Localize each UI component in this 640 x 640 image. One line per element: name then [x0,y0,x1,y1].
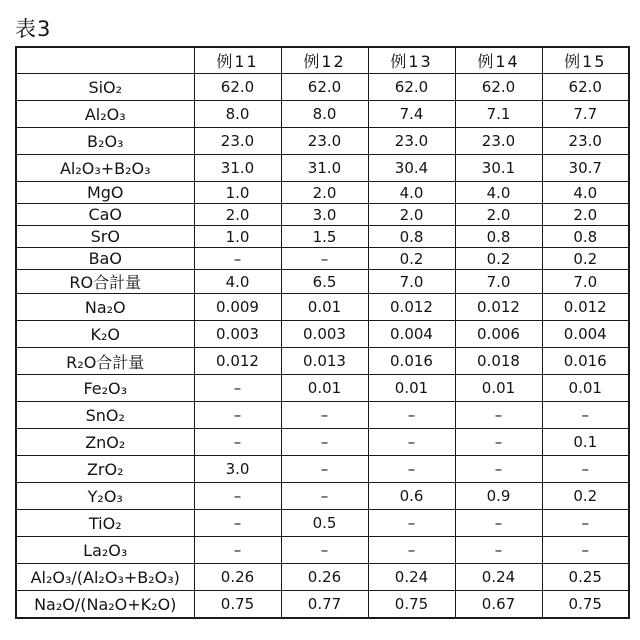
cell-value: 23.0 [368,128,455,155]
cell-value: 2.0 [194,204,281,226]
table-row [16,248,629,270]
cell-value: 30.4 [368,155,455,182]
table-row [16,155,629,182]
cell-value: – [194,402,281,429]
table-row [16,591,629,619]
cell-value: – [194,248,281,270]
cell-value: – [455,429,542,456]
table-body [16,74,629,619]
cell-value: 0.75 [194,591,281,619]
cell-value: – [194,429,281,456]
cell-value: 62.0 [194,74,281,101]
cell-value: 0.004 [368,321,455,348]
cell-value: – [194,537,281,564]
table-row [16,564,629,591]
cell-value: 0.012 [455,294,542,321]
cell-value: 7.0 [368,270,455,294]
cell-value: 1.0 [194,226,281,248]
cell-value: – [281,456,368,483]
cell-value: 0.016 [542,348,629,375]
cell-value: 31.0 [194,155,281,182]
cell-value: 0.006 [455,321,542,348]
row-label: ZrO₂ [16,456,194,483]
cell-value: 8.0 [281,101,368,128]
cell-value: – [455,402,542,429]
cell-value: 2.0 [542,204,629,226]
cell-value: 7.0 [542,270,629,294]
table-row [16,294,629,321]
cell-value: 4.0 [194,270,281,294]
cell-value: 1.5 [281,226,368,248]
cell-value: – [368,456,455,483]
row-label: Al₂O₃ [16,101,194,128]
cell-value: – [368,402,455,429]
cell-value: 4.0 [455,182,542,204]
header-cell: 例12 [281,47,368,74]
table-row [16,182,629,204]
cell-value: 7.4 [368,101,455,128]
cell-value: 31.0 [281,155,368,182]
cell-value: 0.67 [455,591,542,619]
cell-value: 0.5 [281,510,368,537]
cell-value: – [281,429,368,456]
row-label: CaO [16,204,194,226]
cell-value: 0.009 [194,294,281,321]
cell-value: – [542,456,629,483]
cell-value: 0.26 [194,564,281,591]
cell-value: 0.24 [368,564,455,591]
cell-value: 23.0 [542,128,629,155]
table-row [16,321,629,348]
cell-value: 0.01 [281,294,368,321]
row-label: La₂O₃ [16,537,194,564]
cell-value: 7.1 [455,101,542,128]
row-label: Y₂O₃ [16,483,194,510]
row-label: BaO [16,248,194,270]
cell-value: 0.2 [368,248,455,270]
cell-value: – [542,510,629,537]
cell-value: – [194,510,281,537]
cell-value: 4.0 [368,182,455,204]
cell-value: – [368,429,455,456]
cell-value: – [281,402,368,429]
row-label: SrO [16,226,194,248]
cell-value: 23.0 [455,128,542,155]
row-label: Na₂O [16,294,194,321]
table-row [16,510,629,537]
header-cell-empty [16,47,194,74]
cell-value: 23.0 [194,128,281,155]
row-label: Al₂O₃+B₂O₃ [16,155,194,182]
cell-value: 0.003 [194,321,281,348]
header-cell: 例11 [194,47,281,74]
cell-value: 0.013 [281,348,368,375]
cell-value: 2.0 [281,182,368,204]
cell-value: 0.01 [542,375,629,402]
cell-value: 0.8 [368,226,455,248]
cell-value: 30.1 [455,155,542,182]
row-label: TiO₂ [16,510,194,537]
cell-value: 0.01 [281,375,368,402]
cell-value: 8.0 [194,101,281,128]
header-cell: 例13 [368,47,455,74]
table-row [16,375,629,402]
cell-value: 4.0 [542,182,629,204]
header-row [16,47,629,74]
row-label: B₂O₃ [16,128,194,155]
cell-value: 3.0 [194,456,281,483]
cell-value: – [281,248,368,270]
cell-value: 0.016 [368,348,455,375]
cell-value: 7.7 [542,101,629,128]
cell-value: 3.0 [281,204,368,226]
cell-value: 0.2 [542,483,629,510]
cell-value: 1.0 [194,182,281,204]
cell-value: 0.1 [542,429,629,456]
cell-value: – [368,510,455,537]
table-row [16,483,629,510]
cell-value: 0.018 [455,348,542,375]
table-row [16,348,629,375]
cell-value: – [455,510,542,537]
header-cell: 例14 [455,47,542,74]
row-label: MgO [16,182,194,204]
cell-value: – [455,537,542,564]
table-row [16,226,629,248]
cell-value: 0.6 [368,483,455,510]
cell-value: 7.0 [455,270,542,294]
table-row [16,429,629,456]
cell-value: – [194,375,281,402]
cell-value: – [455,456,542,483]
table-row [16,402,629,429]
cell-value: 0.004 [542,321,629,348]
header-cell: 例15 [542,47,629,74]
table-row [16,101,629,128]
cell-value: 30.7 [542,155,629,182]
cell-value: 0.012 [194,348,281,375]
cell-value: – [542,537,629,564]
cell-value: 0.012 [542,294,629,321]
row-label: SiO₂ [16,74,194,101]
table-row [16,204,629,226]
cell-value: 62.0 [542,74,629,101]
cell-value: 0.24 [455,564,542,591]
row-label: Al₂O₃/(Al₂O₃+B₂O₃) [16,564,194,591]
table-row [16,456,629,483]
cell-value: 0.75 [368,591,455,619]
table-row [16,74,629,101]
table-row [16,128,629,155]
page-title: 表3 [15,17,52,41]
cell-value: 0.012 [368,294,455,321]
cell-value: – [368,537,455,564]
cell-value: 62.0 [281,74,368,101]
cell-value: 6.5 [281,270,368,294]
cell-value: 0.003 [281,321,368,348]
cell-value: 0.25 [542,564,629,591]
cell-value: 0.26 [281,564,368,591]
cell-value: 0.8 [542,226,629,248]
composition-table [15,46,630,619]
cell-value: 23.0 [281,128,368,155]
row-label: SnO₂ [16,402,194,429]
cell-value: 62.0 [368,74,455,101]
cell-value: – [542,402,629,429]
cell-value: – [281,483,368,510]
row-label: Fe₂O₃ [16,375,194,402]
row-label: K₂O [16,321,194,348]
table-header [16,47,629,74]
cell-value: 0.01 [455,375,542,402]
cell-value: – [194,483,281,510]
cell-value: 0.8 [455,226,542,248]
row-label: Na₂O/(Na₂O+K₂O) [16,591,194,619]
cell-value: 2.0 [455,204,542,226]
row-label: RO合計量 [16,270,194,294]
cell-value: 0.01 [368,375,455,402]
cell-value: 62.0 [455,74,542,101]
cell-value: 0.2 [542,248,629,270]
cell-value: 0.75 [542,591,629,619]
row-label: ZnO₂ [16,429,194,456]
cell-value: 0.2 [455,248,542,270]
cell-value: – [281,537,368,564]
row-label: R₂O合計量 [16,348,194,375]
cell-value: 0.9 [455,483,542,510]
cell-value: 2.0 [368,204,455,226]
cell-value: 0.77 [281,591,368,619]
table-row [16,537,629,564]
table-row [16,270,629,294]
